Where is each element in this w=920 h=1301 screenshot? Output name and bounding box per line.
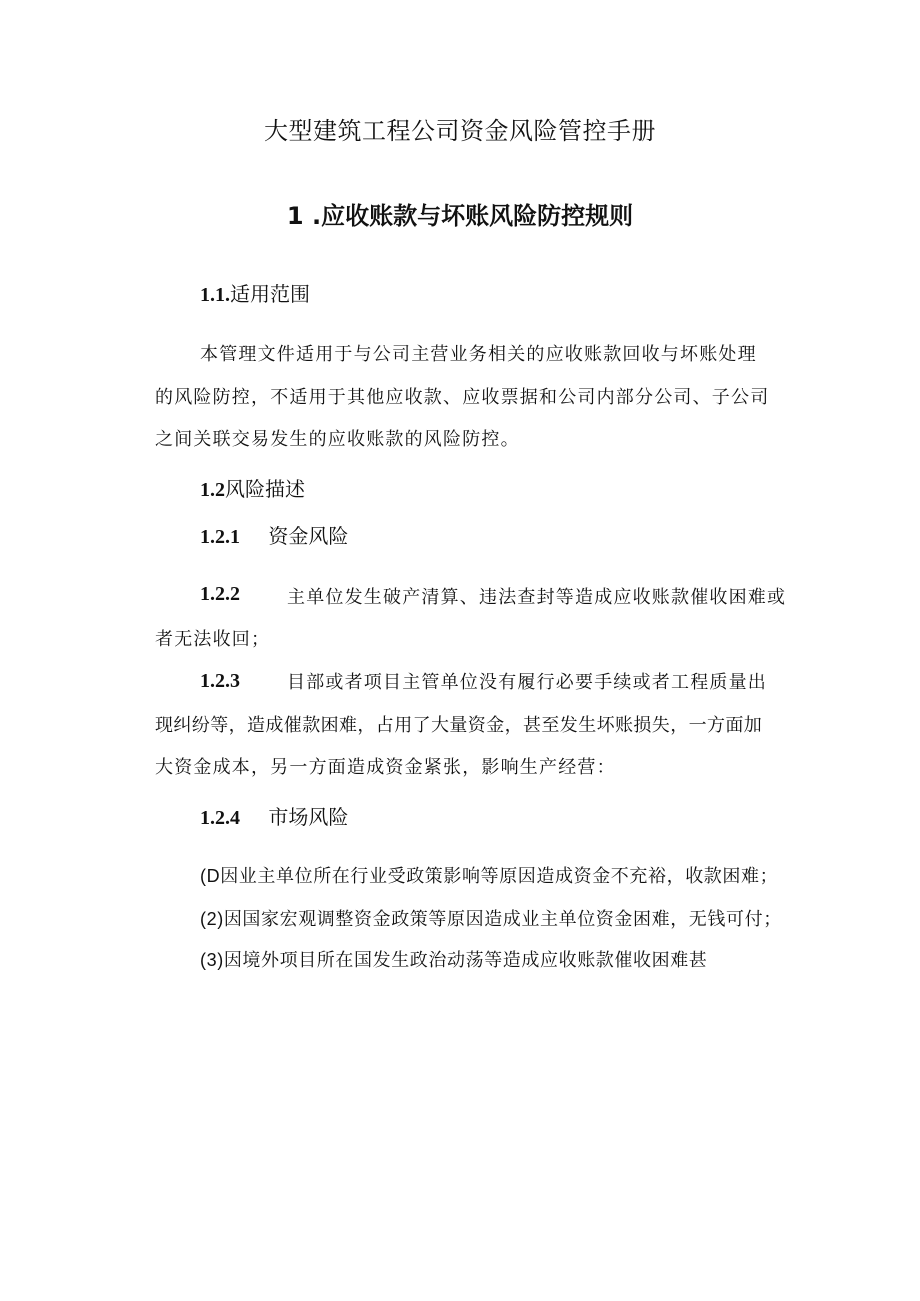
list-item: [200, 946, 707, 972]
section-number: 1.2.3: [200, 670, 240, 692]
section-number: 1.2.4: [200, 807, 240, 829]
paragraph-line: 者无法收回；: [155, 629, 271, 650]
section-number-1-2-2: [200, 581, 240, 606]
paragraph-line: 大资金成本，另一方面造成资金紧张，影响生产经营：: [155, 757, 616, 778]
section-number: 1.2.2: [200, 583, 240, 605]
section-heading-1-1: [200, 278, 310, 307]
paragraph-line: 本管理文件适用于与公司主营业务相关的应收账款回收与坏账处理: [200, 344, 757, 365]
section-number-1-2-3: [200, 668, 240, 693]
list-marker: (3): [200, 950, 224, 970]
section-title: 风险描述: [225, 477, 305, 501]
list-item-text: 因业主单位所在行业受政策影响等原因造成资金不充裕，收款困难；: [220, 866, 779, 887]
section-heading-1-2: [200, 473, 305, 502]
document-title: 大型建筑工程公司资金风险管控手册: [264, 117, 656, 145]
paragraph-line: 主单位发生破产清算、违法查封等造成应收账款催收困难或: [287, 587, 787, 608]
list-item-text: 因国家宏观调整资金政策等原因造成业主单位资金困难，无钱可付；: [223, 909, 782, 930]
section-heading-1-2-4: [200, 801, 348, 830]
section-title: 资金风险: [268, 524, 349, 548]
list-marker: (D: [200, 866, 221, 886]
section-title: 市场风险: [268, 805, 349, 829]
list-item-text: 因境外项目所在国发生政治动荡等造成应收账款催收困难甚: [223, 950, 708, 971]
section-number: 1.1.: [200, 284, 230, 306]
section-heading-1-2-1: [200, 520, 348, 549]
list-item: [200, 862, 778, 888]
paragraph-line: 现纠纷等，造成催款困难，占用了大量资金，甚至发生坏账损失，一方面加: [155, 715, 763, 736]
section-title: 适用范围: [230, 282, 310, 306]
paragraph-line: 目部或者项目主管单位没有履行必要手续或者工程质量出: [287, 672, 767, 693]
chapter-heading: 1 .应收账款与坏账风险防控规则: [286, 202, 634, 230]
section-number: 1.2: [200, 479, 225, 501]
list-item: [200, 905, 782, 931]
paragraph-line: 的风险防控，不适用于其他应收款、应收票据和公司内部分公司、子公司: [155, 387, 770, 408]
section-number: 1.2.1: [200, 526, 240, 548]
paragraph-line: 之间关联交易发生的应收账款的风险防控。: [155, 429, 520, 450]
list-marker: (2): [200, 909, 224, 929]
